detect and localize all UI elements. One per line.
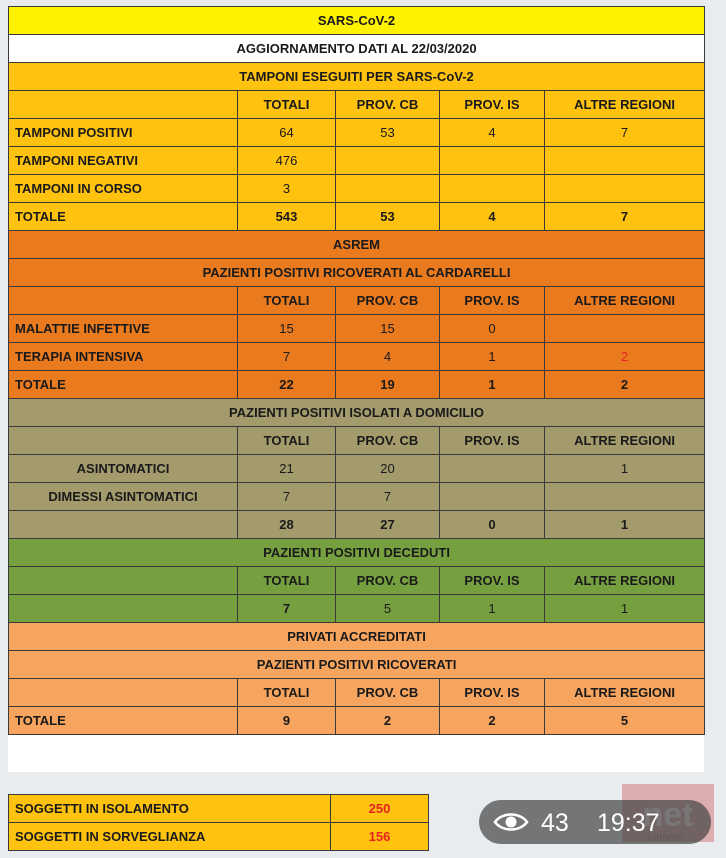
cell-totali: 7 <box>238 483 336 511</box>
row-label: MALATTIE INFETTIVE <box>9 315 238 343</box>
deceduti-header: PAZIENTI POSITIVI DECEDUTI <box>9 539 705 567</box>
cell-prov-cb <box>336 175 440 203</box>
cell-prov-is: 4 <box>440 203 545 231</box>
col-prov-cb: PROV. CB <box>336 91 440 119</box>
table-total-row <box>9 371 705 399</box>
domicilio-column-headers <box>9 427 705 455</box>
col-totali: TOTALI <box>238 287 336 315</box>
cell-altre-regioni: 1 <box>545 595 705 623</box>
row-value: 156 <box>331 823 429 851</box>
cell-prov-cb: 4 <box>336 343 440 371</box>
table-row <box>9 147 705 175</box>
row-label: TOTALE <box>9 203 238 231</box>
cell-prov-is: 1 <box>440 595 545 623</box>
privati-subheader-row <box>9 651 705 679</box>
col-prov-cb: PROV. CB <box>336 427 440 455</box>
cell-prov-cb <box>336 147 440 175</box>
cell-prov-cb: 20 <box>336 455 440 483</box>
table-row <box>9 823 429 851</box>
cell-altre-regioni: 5 <box>545 707 705 735</box>
tamponi-column-headers <box>9 91 705 119</box>
cell-totali: 7 <box>238 343 336 371</box>
view-count: 43 <box>541 809 569 837</box>
col-totali: TOTALI <box>238 679 336 707</box>
empty-cell <box>9 287 238 315</box>
privati-subheader: PAZIENTI POSITIVI RICOVERATI <box>9 651 705 679</box>
cell-totali: 21 <box>238 455 336 483</box>
table-row <box>9 315 705 343</box>
table-row <box>9 795 429 823</box>
col-prov-is: PROV. IS <box>440 427 545 455</box>
col-prov-is: PROV. IS <box>440 567 545 595</box>
cell-prov-is: 2 <box>440 707 545 735</box>
cell-prov-is <box>440 147 545 175</box>
title-row <box>9 7 705 35</box>
row-label: TOTALE <box>9 371 238 399</box>
col-altre-regioni: ALTRE REGIONI <box>545 287 705 315</box>
domicilio-section-header <box>9 399 705 427</box>
cell-prov-cb: 7 <box>336 483 440 511</box>
col-totali: TOTALI <box>238 427 336 455</box>
row-label: SOGGETTI IN ISOLAMENTO <box>9 795 331 823</box>
row-label: SOGGETTI IN SORVEGLIANZA <box>9 823 331 851</box>
asrem-column-headers <box>9 287 705 315</box>
col-altre-regioni: ALTRE REGIONI <box>545 427 705 455</box>
update-date: AGGIORNAMENTO DATI AL 22/03/2020 <box>9 35 705 63</box>
cell-totali: 476 <box>238 147 336 175</box>
cell-prov-is <box>440 175 545 203</box>
asrem-subheader: PAZIENTI POSITIVI RICOVERATI AL CARDARELLI <box>9 259 705 287</box>
asrem-subheader-row <box>9 259 705 287</box>
row-label: DIMESSI ASINTOMATICI <box>9 483 238 511</box>
asrem-header: ASREM <box>9 231 705 259</box>
eye-icon <box>493 808 529 836</box>
cell-altre-regioni: 2 <box>545 343 705 371</box>
row-label: TOTALE <box>9 707 238 735</box>
message-info-pill[interactable] <box>479 800 711 844</box>
cell-totali: 64 <box>238 119 336 147</box>
cell-totali: 15 <box>238 315 336 343</box>
cell-altre-regioni <box>545 483 705 511</box>
cell-prov-cb: 15 <box>336 315 440 343</box>
cell-prov-is: 1 <box>440 343 545 371</box>
cell-altre-regioni: 7 <box>545 119 705 147</box>
cell-totali: 7 <box>238 595 336 623</box>
col-totali: TOTALI <box>238 91 336 119</box>
cell-prov-is: 1 <box>440 371 545 399</box>
cell-prov-cb: 27 <box>336 511 440 539</box>
col-altre-regioni: ALTRE REGIONI <box>545 567 705 595</box>
privati-section-header <box>9 623 705 651</box>
col-prov-is: PROV. IS <box>440 679 545 707</box>
cell-altre-regioni <box>545 175 705 203</box>
privati-header: PRIVATI ACCREDITATI <box>9 623 705 651</box>
cell-altre-regioni <box>545 147 705 175</box>
empty-cell <box>9 427 238 455</box>
col-altre-regioni: ALTRE REGIONI <box>545 679 705 707</box>
tamponi-header: TAMPONI ESEGUITI PER SARS-CoV-2 <box>9 63 705 91</box>
update-row <box>9 35 705 63</box>
cell-prov-is <box>440 455 545 483</box>
cell-altre-regioni: 7 <box>545 203 705 231</box>
cell-prov-is <box>440 483 545 511</box>
cell-totali: 543 <box>238 203 336 231</box>
cell-altre-regioni <box>545 315 705 343</box>
tamponi-section-header <box>9 63 705 91</box>
surveillance-table <box>8 794 429 851</box>
deceduti-section-header <box>9 539 705 567</box>
covid-report-table <box>8 6 705 735</box>
table-total-row <box>9 203 705 231</box>
row-label <box>9 511 238 539</box>
cell-prov-cb: 5 <box>336 595 440 623</box>
empty-cell <box>9 91 238 119</box>
report-title: SARS-CoV-2 <box>9 7 705 35</box>
cell-totali: 28 <box>238 511 336 539</box>
asrem-section-header <box>9 231 705 259</box>
row-label: TAMPONI NEGATIVI <box>9 147 238 175</box>
cell-altre-regioni: 1 <box>545 455 705 483</box>
cell-totali: 3 <box>238 175 336 203</box>
row-label: TAMPONI POSITIVI <box>9 119 238 147</box>
cell-prov-is: 0 <box>440 315 545 343</box>
cell-totali: 22 <box>238 371 336 399</box>
cell-totali: 9 <box>238 707 336 735</box>
deceduti-column-headers <box>9 567 705 595</box>
row-label <box>9 595 238 623</box>
col-prov-cb: PROV. CB <box>336 567 440 595</box>
row-label: TAMPONI IN CORSO <box>9 175 238 203</box>
table-total-row <box>9 511 705 539</box>
cell-prov-cb: 2 <box>336 707 440 735</box>
table-row <box>9 483 705 511</box>
col-prov-is: PROV. IS <box>440 287 545 315</box>
table-total-row <box>9 707 705 735</box>
cell-prov-is: 4 <box>440 119 545 147</box>
row-label: TERAPIA INTENSIVA <box>9 343 238 371</box>
empty-cell <box>9 679 238 707</box>
table-total-row <box>9 595 705 623</box>
empty-cell <box>9 567 238 595</box>
col-prov-is: PROV. IS <box>440 91 545 119</box>
col-prov-cb: PROV. CB <box>336 287 440 315</box>
col-altre-regioni: ALTRE REGIONI <box>545 91 705 119</box>
cell-prov-is: 0 <box>440 511 545 539</box>
table-row <box>9 175 705 203</box>
domicilio-header: PAZIENTI POSITIVI ISOLATI A DOMICILIO <box>9 399 705 427</box>
message-time: 19:37 <box>597 809 660 837</box>
row-value: 250 <box>331 795 429 823</box>
cell-prov-cb: 53 <box>336 203 440 231</box>
privati-column-headers <box>9 679 705 707</box>
col-prov-cb: PROV. CB <box>336 679 440 707</box>
cell-altre-regioni: 1 <box>545 511 705 539</box>
table-row <box>9 455 705 483</box>
cell-prov-cb: 53 <box>336 119 440 147</box>
table-row <box>9 343 705 371</box>
cell-prov-cb: 19 <box>336 371 440 399</box>
table-row <box>9 119 705 147</box>
col-totali: TOTALI <box>238 567 336 595</box>
row-label: ASINTOMATICI <box>9 455 238 483</box>
cell-altre-regioni: 2 <box>545 371 705 399</box>
